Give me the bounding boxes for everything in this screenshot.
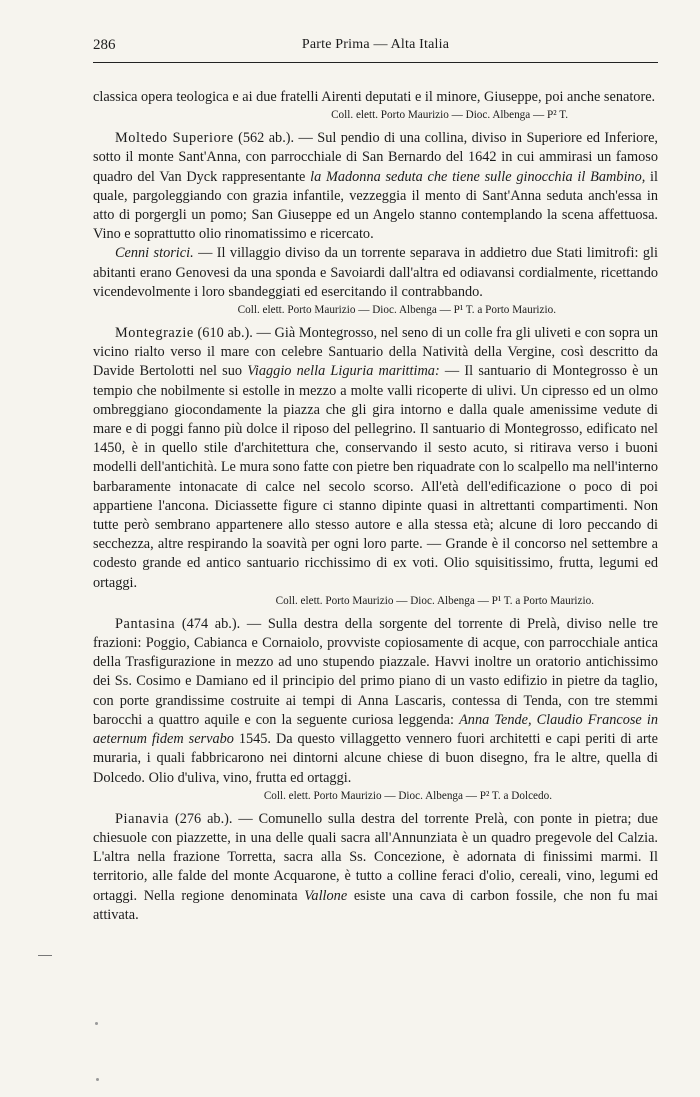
place-name: Moltedo Superiore (115, 130, 234, 147)
page-body (93, 88, 658, 925)
continued-paragraph (93, 88, 658, 107)
paragraph-text: classica opera teologica e ai due fratelli Airenti deputati e il minore, Giuseppe, poi anche senatore. (93, 89, 656, 105)
entry-text: il quale, pargoleggiando con grazia infantile, vezzeggia il mento di Sant'Anna seduta anch'essa in atto di porgergli un pomo; San Giuseppe ed un Angelo stanno contemplando la scena affettuosa. Vino e soprattutto olio rinomatissimo e ricercato. (93, 168, 658, 243)
entry-text: — Il villaggio diviso da un torrente separava in addietro due Stati limitrofi: gli abitanti erano Genovesi da una sponda e Savoiardi dall'altra ed odiavansi cordialmente, ricettando vicendevolmente i loro sbandeggiati ed esercitando il contrabbando. (93, 245, 658, 300)
entry-text: — Il santuario di Montegrosso è un tempio che nobilmente si estolle in mezzo a molte valli ricoperte di ulivi. Un cipresso ed un olmo ombreggiano giocondamente la piazza che gli gira intorno e dalla quale amenissime vedute di mare e di poggi fanno più dolce il riposo del pellegrino. Il santuario di Montegrosso, edificato nel 1450, è in quello stile d'architettura che, conservando il sesto acuto, si ritirava verso i buoni modelli dell'antichità. Le mura sono fatte con pietre ben riquadrate con lo scalpello ma nell'interno barbaramente intonacate di calce nel secolo scorso. All'età dell'edificazione o poco di poi appartiene l'ancona. Diciassette figure ci stanno dipinte quasi in altrettanti compartimenti. Non tutte però sembrano appartenere allo stesso autore e alla stessa età; alcune di loro peccando di secchezza, altre respirando la soavità per ogni loro parte. — Grande è il concorso nel settembre a codesto grande ed antico santuario ricchissimo di ex voti. Olio squisitissimo, frutta, legumi ed ortaggi. (93, 363, 658, 591)
collegio-line: Coll. elett. Porto Maurizio — Dioc. Albenga — P² T. a Dolcedo. (263, 789, 552, 802)
entry-text: (562 ab.). — Sul pendio di una collina, diviso in Superiore ed Inferiore, sotto il monte Sant'Anna, con parrocchiale di San Bernardo del 1642 in cui ammirasi un famoso quadro del Van Dyck rappresentante (93, 130, 658, 185)
place-name: Pantasina (115, 615, 176, 632)
page-header (93, 35, 658, 59)
italic-text: Vallone (304, 887, 348, 904)
page-number: 286 (93, 37, 116, 53)
entry-moltedo-history (93, 244, 658, 302)
collegio-line: Coll. elett. Porto Maurizio — Dioc. Albenga — P² T. (331, 109, 568, 122)
entry-text: 1545. Da questo villaggetto vennero fuori architetti e capi periti di arte muraria, i quali fabbricarono nei dintorni alcune chiese di buon disegno, fra le altre, quella di Dolcedo. Olio d'uliva, vino, frutta ed ortaggi. (93, 731, 658, 786)
entry-text: (610 ab.). — Già Montegrosso, nel seno di un colle fra gli uliveti e con sopra un vicino rialto verso il mare con celebre Santuario della Natività della Vergine, così descritto da Davide Bertolotti nel suo (93, 325, 658, 380)
collegio-line: Coll. elett. Porto Maurizio — Dioc. Albenga — P¹ T. a Porto Maurizio. (237, 304, 556, 317)
paper-speck (96, 1078, 99, 1081)
running-title: Parte Prima — Alta Italia (301, 37, 450, 52)
place-name: Montegrazie (115, 325, 194, 342)
entry-montegrazie (93, 324, 658, 593)
entry-pantasina (93, 615, 658, 788)
entry-text: esiste una cava di carbon fossile, che non fu mai attivata. (93, 887, 658, 923)
italic-text: Viaggio nella Liguria marittima: (247, 363, 440, 380)
place-name: Pianavia (115, 810, 170, 827)
collegio-line: Coll. elett. Porto Maurizio — Dioc. Albenga — P¹ T. a Porto Maurizio. (275, 594, 594, 607)
header-rule (93, 62, 658, 63)
entry-pianavia (93, 810, 658, 925)
paper-speck (95, 1022, 98, 1025)
entry-text: (474 ab.). — Sulla destra della sorgente del torrente di Prelà, diviso nelle tre frazioni: Poggio, Cabianca e Cornaiolo, provviste copiosamente di acque, con parrocchiale antica della Trasfigurazione in mezzo ad uno stupendo piazzale. Havvi inoltre un oratorio antichissimo dei Ss. Cosimo e Damiano ed il principio del primo piano di un vasto edifizio in pietre da taglio, con porte grandissime costruite ai tempi di Anna Lascaris, contessa di Tenda, con tre stemmi barocchi a quattro aquile e con la seguente curiosa leggenda: (93, 615, 658, 728)
margin-mark (38, 955, 52, 956)
italic-text: Cenni storici. (115, 245, 194, 262)
entry-text: (276 ab.). — Comunello sulla destra del torrente Prelà, con ponte in pietra; due chiesuole con piazzette, in una delle quali sacra all'Annunziata è un quadro pregevole del Calzia. L'altra nella frazione Torretta, sacra alla Ss. Concezione, è adornata di finissimi marmi. Il territorio, alle falde del monte Acquarone, è tutto a colline feraci d'olio, cereali, vino, legumi ed ortaggi. Nella regione denominata (93, 810, 658, 904)
italic-text: la Madonna seduta che tiene sulle ginocchia il Bambino, (310, 168, 646, 185)
italic-text: Anna Tende, Claudio Francose in aeternum fidem servabo (93, 711, 658, 748)
entry-moltedo (93, 129, 658, 244)
